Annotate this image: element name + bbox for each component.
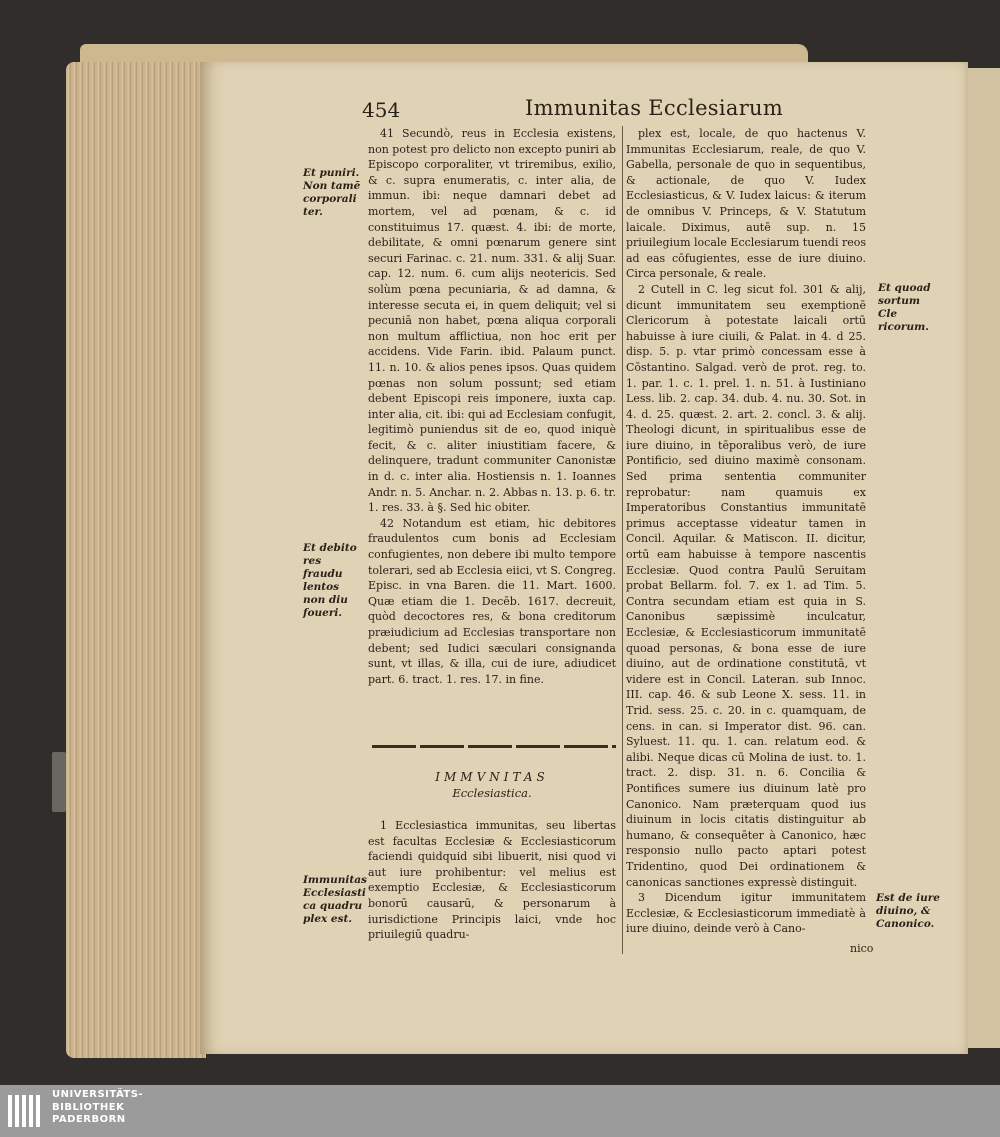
margin-note: Immunitas Ecclesiasti ca quadru plex est. — [303, 874, 367, 925]
section-subtitle: Ecclesiastica. — [452, 786, 532, 800]
paragraph: 3 Dicendum igitur immunitatem Ecclesiæ, & Ecclesiasticorum immediatè à iure diuino, deinde verò à Cano- — [626, 891, 866, 936]
section-heading — [368, 770, 616, 800]
margin-note: Et quoad sortum Cle ricorum. — [878, 282, 931, 333]
paragraph: 42 Notandum est etiam, hic debitores fraudulentos cum bonis ad Ecclesiam confugientes, non debere ibi multo tempore tolerari, sed ab Ecclesia eiici, vt S. Congreg. Episc. in vna Baren. die 11. Mart. 1600. Quæ etiam die 1. Decēb. 1617. decreuit, quòd decoctores res, & bona creditorum præiudicium ad Ecclesias transportare non debent; sed Iudici sæculari consignanda sunt, vt illas, & illa, cui de iure, adiudicet part. 6. tract. 1. res. 17. in fine. — [368, 516, 616, 686]
paragraph: 41 Secundò, reus in Ecclesia existens, non potest pro delicto non excepto puniri ab Episcopo corporaliter, vt triremibus, exilio, & c. supra enumeratis, c. inter alia, de immun. ibi: neque damnari debet ad mortem, vel ad pœnam, & c. id constituimus 17. quæst. 4. ibi: de morte, debilitate, & omni pœnarum genere sint securi Farinac. c. 21. num. 331. & alij Suar. cap. 12. num. 6. cum alijs neotericis. Sed solùm pœna pecuniaria, & ad damna, & interesse secuta ei, in quem deliquit; vel si pecuniā non habet, pœna aliqua corporali non multum afflictiua, non hoc erit per accidens. Vide Farin. ibid. Palaum punct. 11. n. 10. & alios penes ipsos. Quas quidem pœnas non solum possunt; sed etiam debent Episcopi reis imponere, iuxta cap. inter alia, cit. ibi: qui ad Ecclesiam confugit, legitimò puniendus sit de eo, quod iniquè fecit, & c. aliter iniustitiam facere, & delinquere, tradunt communiter Canonistæ in d. c. inter alia. Hostiensis n. 1. Ioannes Andr. n. 5. Anchar. n. 2. Abbas n. 13. p. 6. tr. 1. res. 33. à §. Sed hic obiter. — [368, 127, 617, 515]
facing-page-edge — [966, 68, 1000, 1048]
section-title: IMMVNITAS — [435, 770, 549, 784]
margin-note: Et puniri. Non tamē corporali ter. — [303, 167, 361, 218]
book-clasp — [52, 752, 66, 812]
library-footer-bar — [0, 1085, 1000, 1137]
logo-line: UNIVERSITÄTS- — [52, 1089, 144, 1100]
catchword: nico — [850, 942, 874, 955]
margin-note: Est de iure diuino, & Canonico. — [876, 892, 940, 930]
left-column — [368, 126, 616, 687]
library-logo-icon — [6, 1091, 46, 1131]
logo-line: BIBLIOTHEK — [52, 1101, 125, 1113]
page-block-edges — [66, 62, 206, 1058]
margin-note: Et debito res fraudu lentos non diu foueri. — [303, 542, 357, 619]
paragraph: plex est, locale, de quo hactenus V. Immunitas Ecclesiarum, reale, de quo V. Gabella, personale de quo in sequentibus, & actionale, de quo V. Iudex Ecclesiasticus, & V. Iudex laicus: & iterum de omnibus V. Princeps, & V. Statutum laicale. Diximus, autē sup. n. 15 priuilegium locale Ecclesiarum tuendi reos ad eas cōfugientes, esse de iure diuino. Circa personale, & reale. — [626, 127, 866, 281]
left-column-lower — [368, 818, 616, 943]
logo-line: PADERBORN — [52, 1114, 126, 1125]
library-logo-text — [52, 1089, 143, 1127]
book-page — [200, 62, 968, 1054]
paragraph: 2 Cutell in C. leg sicut fol. 301 & alij, dicunt immunitatem seu exemptionē Clericorum à potestate laicali ortū habuisse à iure ciuili, & Palat. in 4. d 25. disp. 5. p. vtar primò concessam esse à Cōstantino. Salgad. verò de prot. reg. to. 1. par. 1. c. 1. prel. 1. n. 51. à Iustiniano Less. lib. 2. cap. 34. dub. 4. nu. 30. Sot. in 4. d. 25. quæst. 2. art. 2. concl. 3. & alij. Theologi dicunt, in spiritualibus esse de iure diuino, in tēporalibus verò, de iure Pontificio, sed diuino maximè consonam. Sed prima sententia communiter reprobatur: nam quamuis ex Imperatoribus Constantius immunitatē primus acceptasse videatur tamen in Concil. Aquilar. & Matiscon. II. dicitur, ortū eam habuisse à tempore nascentis Ecclesiæ. Quod contra Paulū Seruitam probat Bellarm. fol. 7. ex 1. ad Tim. 5. Contra secundam etiam est quia in S. Canonibus sæpissimè inculcatur, Ecclesiæ, & Ecclesiasticorum immunitatē quoad personas, & bona esse de iure diuino, aut de ordinatione constitutā, vt videre est in Concil. Lateran. sub Innoc. III. cap. 46. & sub Leone X. sess. 11. in Trid. sess. 25. c. 20. in c. quamquam, de cens. in can. si Imperator dist. 96. can. Syluest. 11. qu. 1. can. relatum eod. & alibi. Neque dicas cū Molina de iust. to. 1. tract. 2. disp. 31. n. 6. Concilia & Pontifices sumere ius diuinum latè pro Canonico. Nam præterquam quod ius diuinum in locis citatis distinguitur ab humano, & consequēter à Canonico, hæc responsio nullo pacto aptari potest Tridentino, quod Dei ordinationem & canonicas sanctiones expressè distinguit. — [626, 282, 866, 889]
page-number: 454 — [362, 98, 401, 122]
paragraph: 1 Ecclesiastica immunitas, seu libertas est facultas Ecclesiæ & Ecclesiasticorum faciendi quidquid sibi libuerit, nisi quod vi aut iure prohibentur: vel melius est exemptio Ecclesiæ, & Ecclesiasticorum bonorū causarū, & personarum à iurisdictione Principis laici, vnde hoc priuilegiū quadru- — [368, 819, 616, 942]
running-title: Immunitas Ecclesiarum — [525, 96, 784, 120]
column-divider — [622, 126, 623, 954]
running-head — [200, 96, 968, 126]
section-divider-rule — [372, 745, 616, 748]
right-column — [626, 126, 866, 937]
